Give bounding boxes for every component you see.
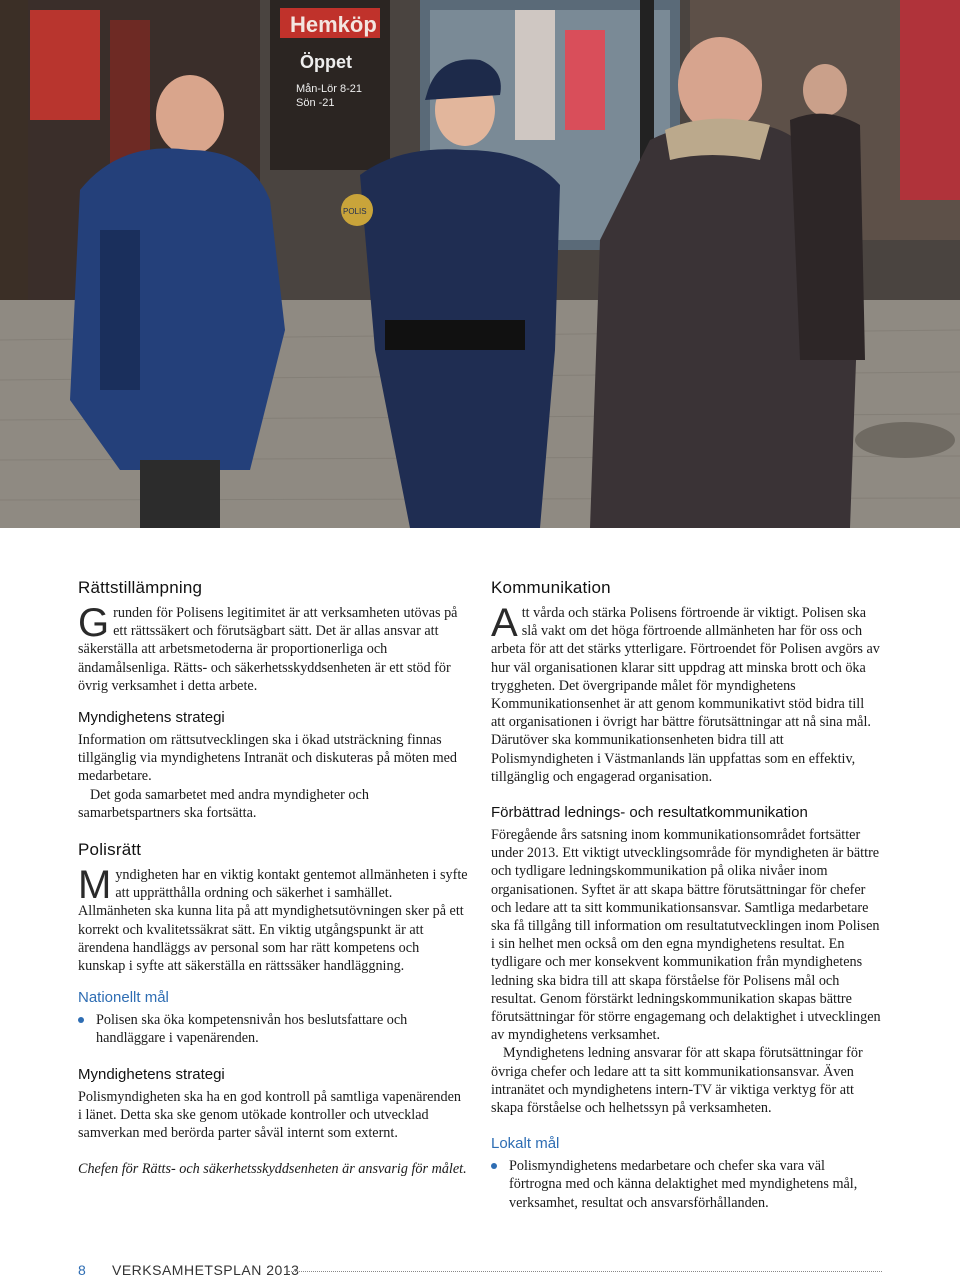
section-heading-rattstillampning: Rättstillämpning	[78, 578, 203, 597]
rattstillampning-paragraph	[78, 601, 468, 695]
store-sign: Hemköp	[290, 12, 377, 37]
polisratt-paragraph	[78, 863, 468, 975]
document-title: VERKSAMHETSPLAN 2013	[112, 1262, 300, 1278]
page-footer	[0, 1262, 960, 1282]
page-number: 8	[78, 1262, 86, 1278]
polisratt-text: yndigheten har en viktig kontakt gentemot allmänheten i syfte att upprätthålla ordning och säkerhet i samhället. Allmänheten ska kunna lita på att myndighetsutövningen sker på ett korrekt och kvalitetssäkrat sätt. En viktig utgångspunkt är att ärendena handläggs av personal som har rätt kompetens och kunskap i syfte att säkerställa en rättssäker handläggning.	[78, 867, 468, 975]
right-column	[491, 578, 881, 1212]
dropcap-letter: M	[78, 863, 112, 908]
local-goal-heading: Lokalt mål	[491, 1135, 560, 1153]
list-item-text: Polismyndighetens medarbetare och chefer ska vara väl förtrogna med och känna delaktighet med myndighetens mål, verksamhet, resultat och ansvarsförhållanden.	[509, 1158, 858, 1211]
list-item	[491, 1157, 881, 1212]
footer-rule	[288, 1271, 882, 1272]
ledning-paragraph-1: Föregående års satsning inom kommunikationsområdet fortsätter under 2013. Ett viktigt utvecklingsområde för myndigheten är bättre och tydligare ledningskommunikation på olika nivåer inom organisationen. Syftet är att skapa bättre förutsättningar för chefer och ledare att ta sitt kommunikationsansvar. Samtliga medarbetare ska få tillgång till information om resultatutvecklingen inom Polisen i sin helhet men också om den egna myndighetens resultat. En tydligare och mer konsekvent kommunikation från myndighetens ledning ska bidra till att skapa förståelse för Polisens mål och resultat. Genom förstärkt ledningskommunikation skapas bättre förutsättningar för större engagemang och delaktighet i utvecklingen av myndighetens verksamhet.	[491, 827, 881, 1044]
dropcap-letter: A	[491, 601, 518, 645]
list-item-text: Polisen ska öka kompetensnivån hos beslutsfattare och handläggare i vapenärenden.	[96, 1012, 408, 1047]
section-heading-polisratt: Polisrätt	[78, 840, 142, 860]
left-column	[78, 578, 468, 1178]
bullet-icon	[491, 1163, 497, 1169]
header-photo	[0, 0, 960, 528]
dropcap-letter: G	[78, 601, 110, 645]
bullet-icon	[78, 1017, 84, 1023]
local-goal-list	[491, 1157, 881, 1212]
strategy1-paragraph-2: Det goda samarbetet med andra myndigheter och samarbetspartners ska fortsätta.	[78, 786, 369, 821]
strategy2-paragraph: Polismyndigheten ska ha en god kontroll på samtliga vapenärenden i länet. Detta ska ske genom utökade kontroller och utvecklad samverkan med berörda parter såväl internt som externt.	[78, 1088, 461, 1142]
store-hours-2: Sön -21	[296, 97, 335, 109]
strategy1-paragraph-1: Information om rättsutvecklingen ska i ökad utsträckning finnas tillgänglig via myndighetens Intranät och diskuteras på möten med medarbetare.	[78, 732, 458, 785]
national-goal-list	[78, 1011, 468, 1047]
rattstillampning-text: runden för Polisens legitimitet är att verksamheten utövas på ett rättssäkert och förutsägbart sätt. Det är allas ansvar att säkerställa att arbetsmetoderna är proportionerliga och ändamålsenliga. Rätts- och säkerhetsskyddsenheten är ett stöd för övrig verksamhet i detta arbete.	[78, 605, 458, 694]
list-item	[78, 1011, 468, 1047]
section-heading-kommunikation: Kommunikation	[491, 578, 611, 597]
street-scene-illustration	[0, 0, 960, 528]
kommunikation-text: tt vårda och stärka Polisens förtroende är viktigt. Polisen ska slå vakt om det höga förtroende allmänheten har för oss och arbeta för att det stärks ytterligare. Förtroendet för Polisen avgörs av hur väl organisationen klarar sitt uppdrag att minska brott och öka tryggheten. Det övergripande målet för myndighetens Kommunikationsenhet är att genom kommunikativt stöd bidra till att organisationen i övrigt har bättre förutsättningar att nå sina mål. Därutöver ska kommunikationsenheten bidra till att Polismyndigheten i Västmanlands län uppfattas som en effektiv, tillgänglig och engagerad organisation.	[491, 605, 880, 785]
strategy-heading-1: Myndighetens strategi	[78, 709, 225, 727]
police-badge: POLIS	[343, 207, 367, 216]
responsible-note: Chefen för Rätts- och säkerhetsskyddsenheten är ansvarig för målet.	[78, 1161, 467, 1178]
strategy-heading-2: Myndighetens strategi	[78, 1065, 225, 1083]
kommunikation-paragraph	[491, 601, 881, 786]
ledning-paragraph-2: Myndighetens ledning ansvarar för att skapa förutsättningar för övriga chefer och ledare att ta sitt kommunikationsansvar. Även intranätet och myndighetens intern-TV är viktiga verktyg för att skapa förståelse och helhetssyn på verksamheten.	[491, 1045, 863, 1117]
store-open-sign: Öppet	[300, 52, 352, 72]
store-hours-1: Mån-Lör 8-21	[296, 83, 363, 95]
national-goal-heading: Nationellt mål	[78, 989, 169, 1007]
ledning-heading: Förbättrad lednings- och resultatkommunikation	[491, 804, 808, 822]
